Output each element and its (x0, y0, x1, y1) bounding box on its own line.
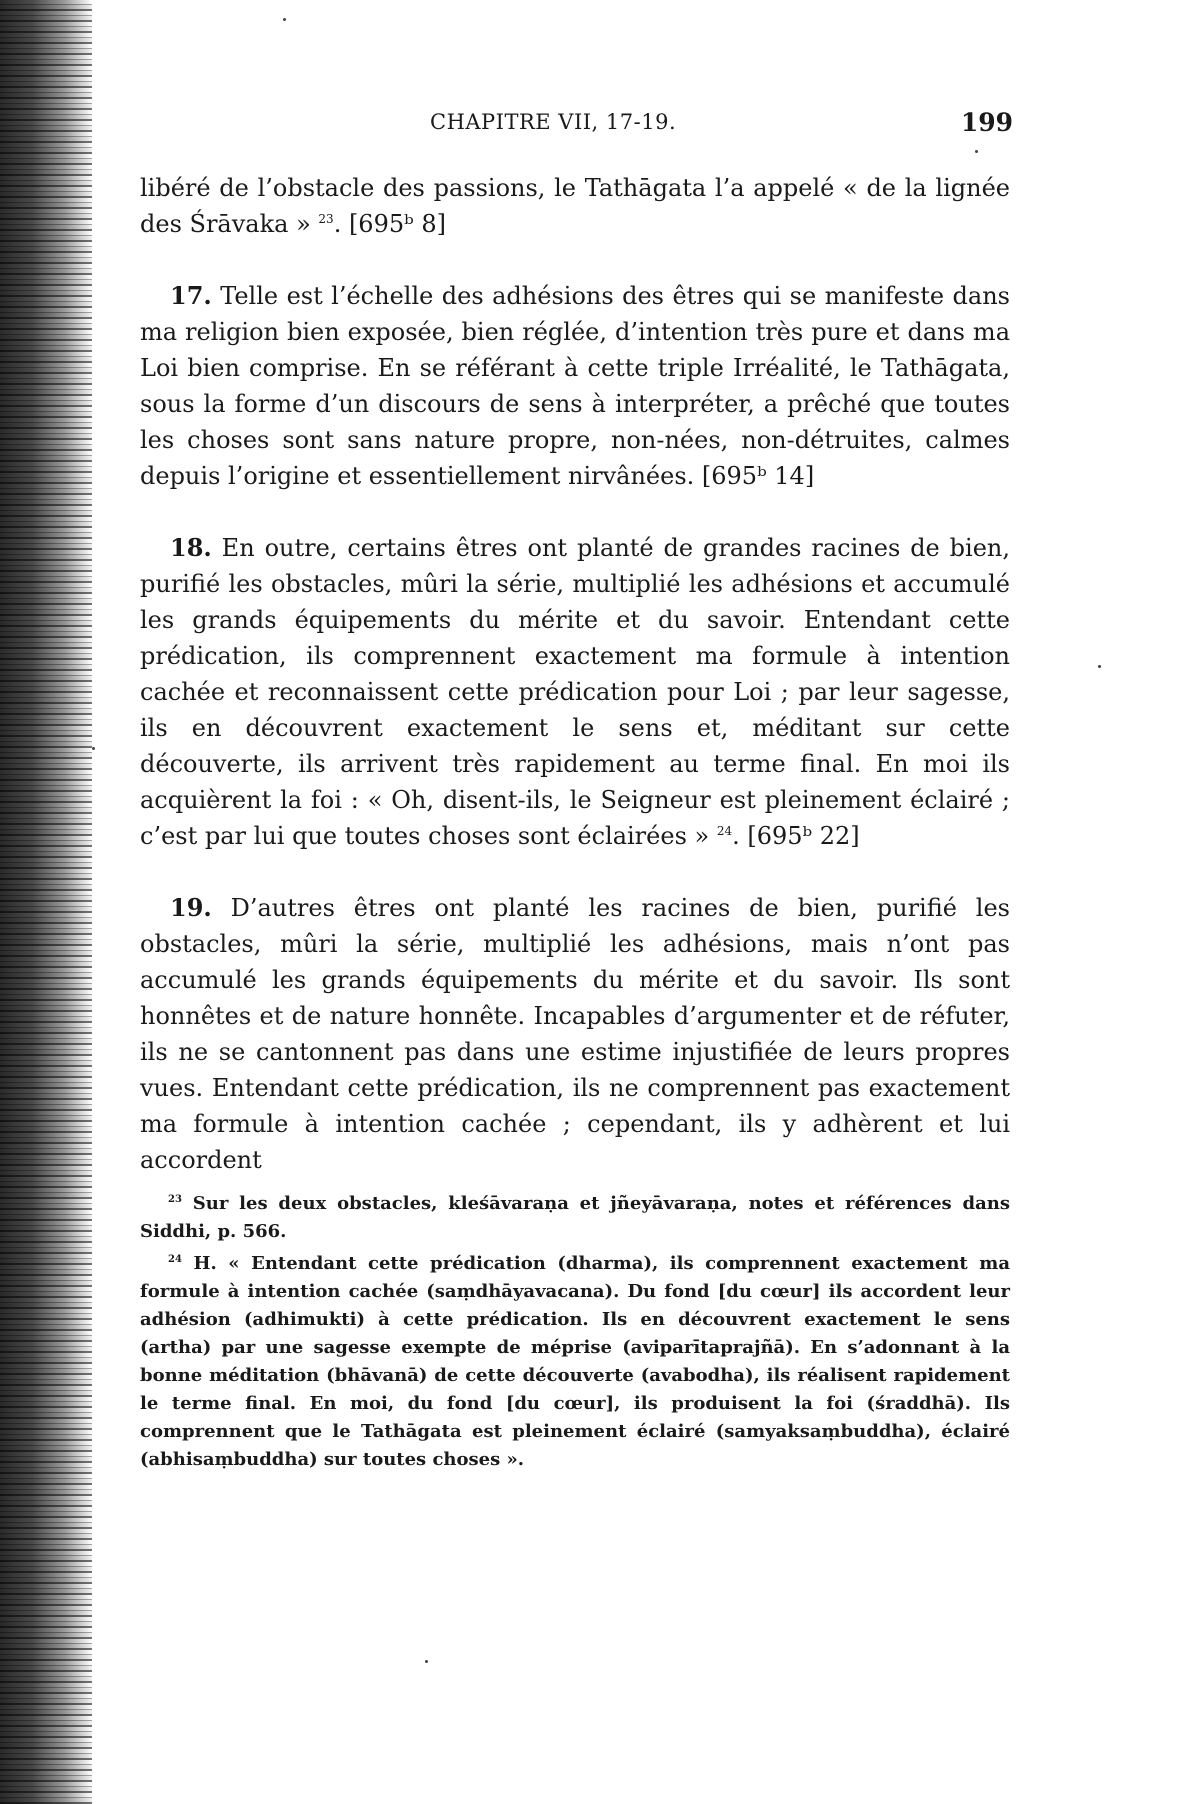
paragraph-text: D’autres êtres ont planté les racines de bien, purifié les obstacles, mûri la série, multiplié les adhésions, mais n’ont pas accumulé les grands équipements du mérite et du savoir. Ils sont honnêtes et de nature honnête. Incapables d’argumenter et de réfuter, ils ne se cantonnent pas dans une estime injustifiée de leurs propres vues. Entendant cette prédication, ils ne comprennent pas exactement ma formule à intention cachée ; cependant, ils y adhèrent et lui accordent (140, 894, 1010, 1174)
scan-speck (92, 747, 95, 750)
page-number: 199 (960, 108, 1013, 137)
footnotes (140, 1190, 1010, 1478)
footnote-mark: 23 (168, 1194, 182, 1205)
scan-speck (1098, 665, 1101, 668)
main-text (140, 170, 1010, 1214)
footnote-mark: 24 (168, 1254, 182, 1265)
paragraph-reference: . [695ᵇ 8] (333, 210, 446, 238)
paragraph-number: 17. (170, 281, 212, 310)
paragraph-text: En outre, certains êtres ont planté de grandes racines de bien, purifié les obstacles, mûri la série, multiplié les adhésions et accumulé les grands équipements du mérite et du savoir. Entendant cette prédication, ils comprennent exactement ma formule à intention cachée et reconnaissent cette prédication pour Loi ; par leur sagesse, ils en découvrent exactement le sens et, méditant sur cette découverte, ils arrivent très rapidement au terme final. En moi ils acquièrent la foi : « Oh, disent-ils, le Seigneur est pleinement éclairé ; c’est par lui que toutes choses sont éclairées » (140, 534, 1010, 850)
paragraph-18 (140, 530, 1010, 854)
page-header (140, 104, 1040, 144)
paragraph-text: libéré de l’obstacle des passions, le Tathāgata l’a appelé « de la lignée des Śrāvaka » (140, 174, 1010, 238)
paragraph-17 (140, 278, 1010, 494)
scan-speck (975, 150, 978, 153)
paragraph-reference: . [695ᵇ 22] (732, 822, 860, 850)
footnote-text: H. « Entendant cette prédication (dharma), ils comprennent exactement ma formule à intention cachée (saṃdhāyavacana). Du fond [du cœur] ils accordent leur adhésion (adhimukti) à cette prédication. Ils en découvrent exactement le sens (artha) par une sagesse exempte de méprise (aviparītaprajñā). En s’adonnant à la bonne méditation (bhāvanā) de cette découverte (avabodha), ils réalisent rapidement le terme final. En moi, du fond [du cœur], ils produisent la foi (śraddhā). Ils comprennent que le Tathāgata est pleinement éclairé (samyaksaṃbuddha), éclairé (abhisaṃbuddha) sur toutes choses ». (140, 1253, 1010, 1470)
paragraph-continued (140, 170, 1010, 242)
footnote-23 (140, 1190, 1010, 1246)
book-binding-shadow (0, 0, 92, 1804)
footnote-24 (140, 1250, 1010, 1474)
paragraph-number: 19. (170, 893, 212, 922)
paragraph-text: Telle est l’échelle des adhésions des êtres qui se manifeste dans ma religion bien exposée, bien réglée, d’intention très pure et dans ma Loi bien comprise. En se référant à cette triple Irréalité, le Tathāgata, sous la forme d’un discours de sens à interpréter, a prêché que toutes les choses sont sans nature propre, non-nées, non-détruites, calmes depuis l’origine et essentiellement nirvânées. [695ᵇ 14] (140, 282, 1010, 490)
scan-speck (425, 1660, 428, 1663)
running-head: CHAPITRE VII, 17-19. (430, 110, 677, 134)
footnote-ref-23: 23 (318, 212, 334, 226)
paragraph-number: 18. (170, 533, 212, 562)
scan-speck (283, 18, 286, 21)
footnote-ref-24: 24 (716, 824, 733, 838)
footnote-text: Sur les deux obstacles, kleśāvaraṇa et jñeyāvaraṇa, notes et références dans Siddhi, p. 566. (140, 1193, 1010, 1242)
paragraph-19 (140, 890, 1010, 1178)
